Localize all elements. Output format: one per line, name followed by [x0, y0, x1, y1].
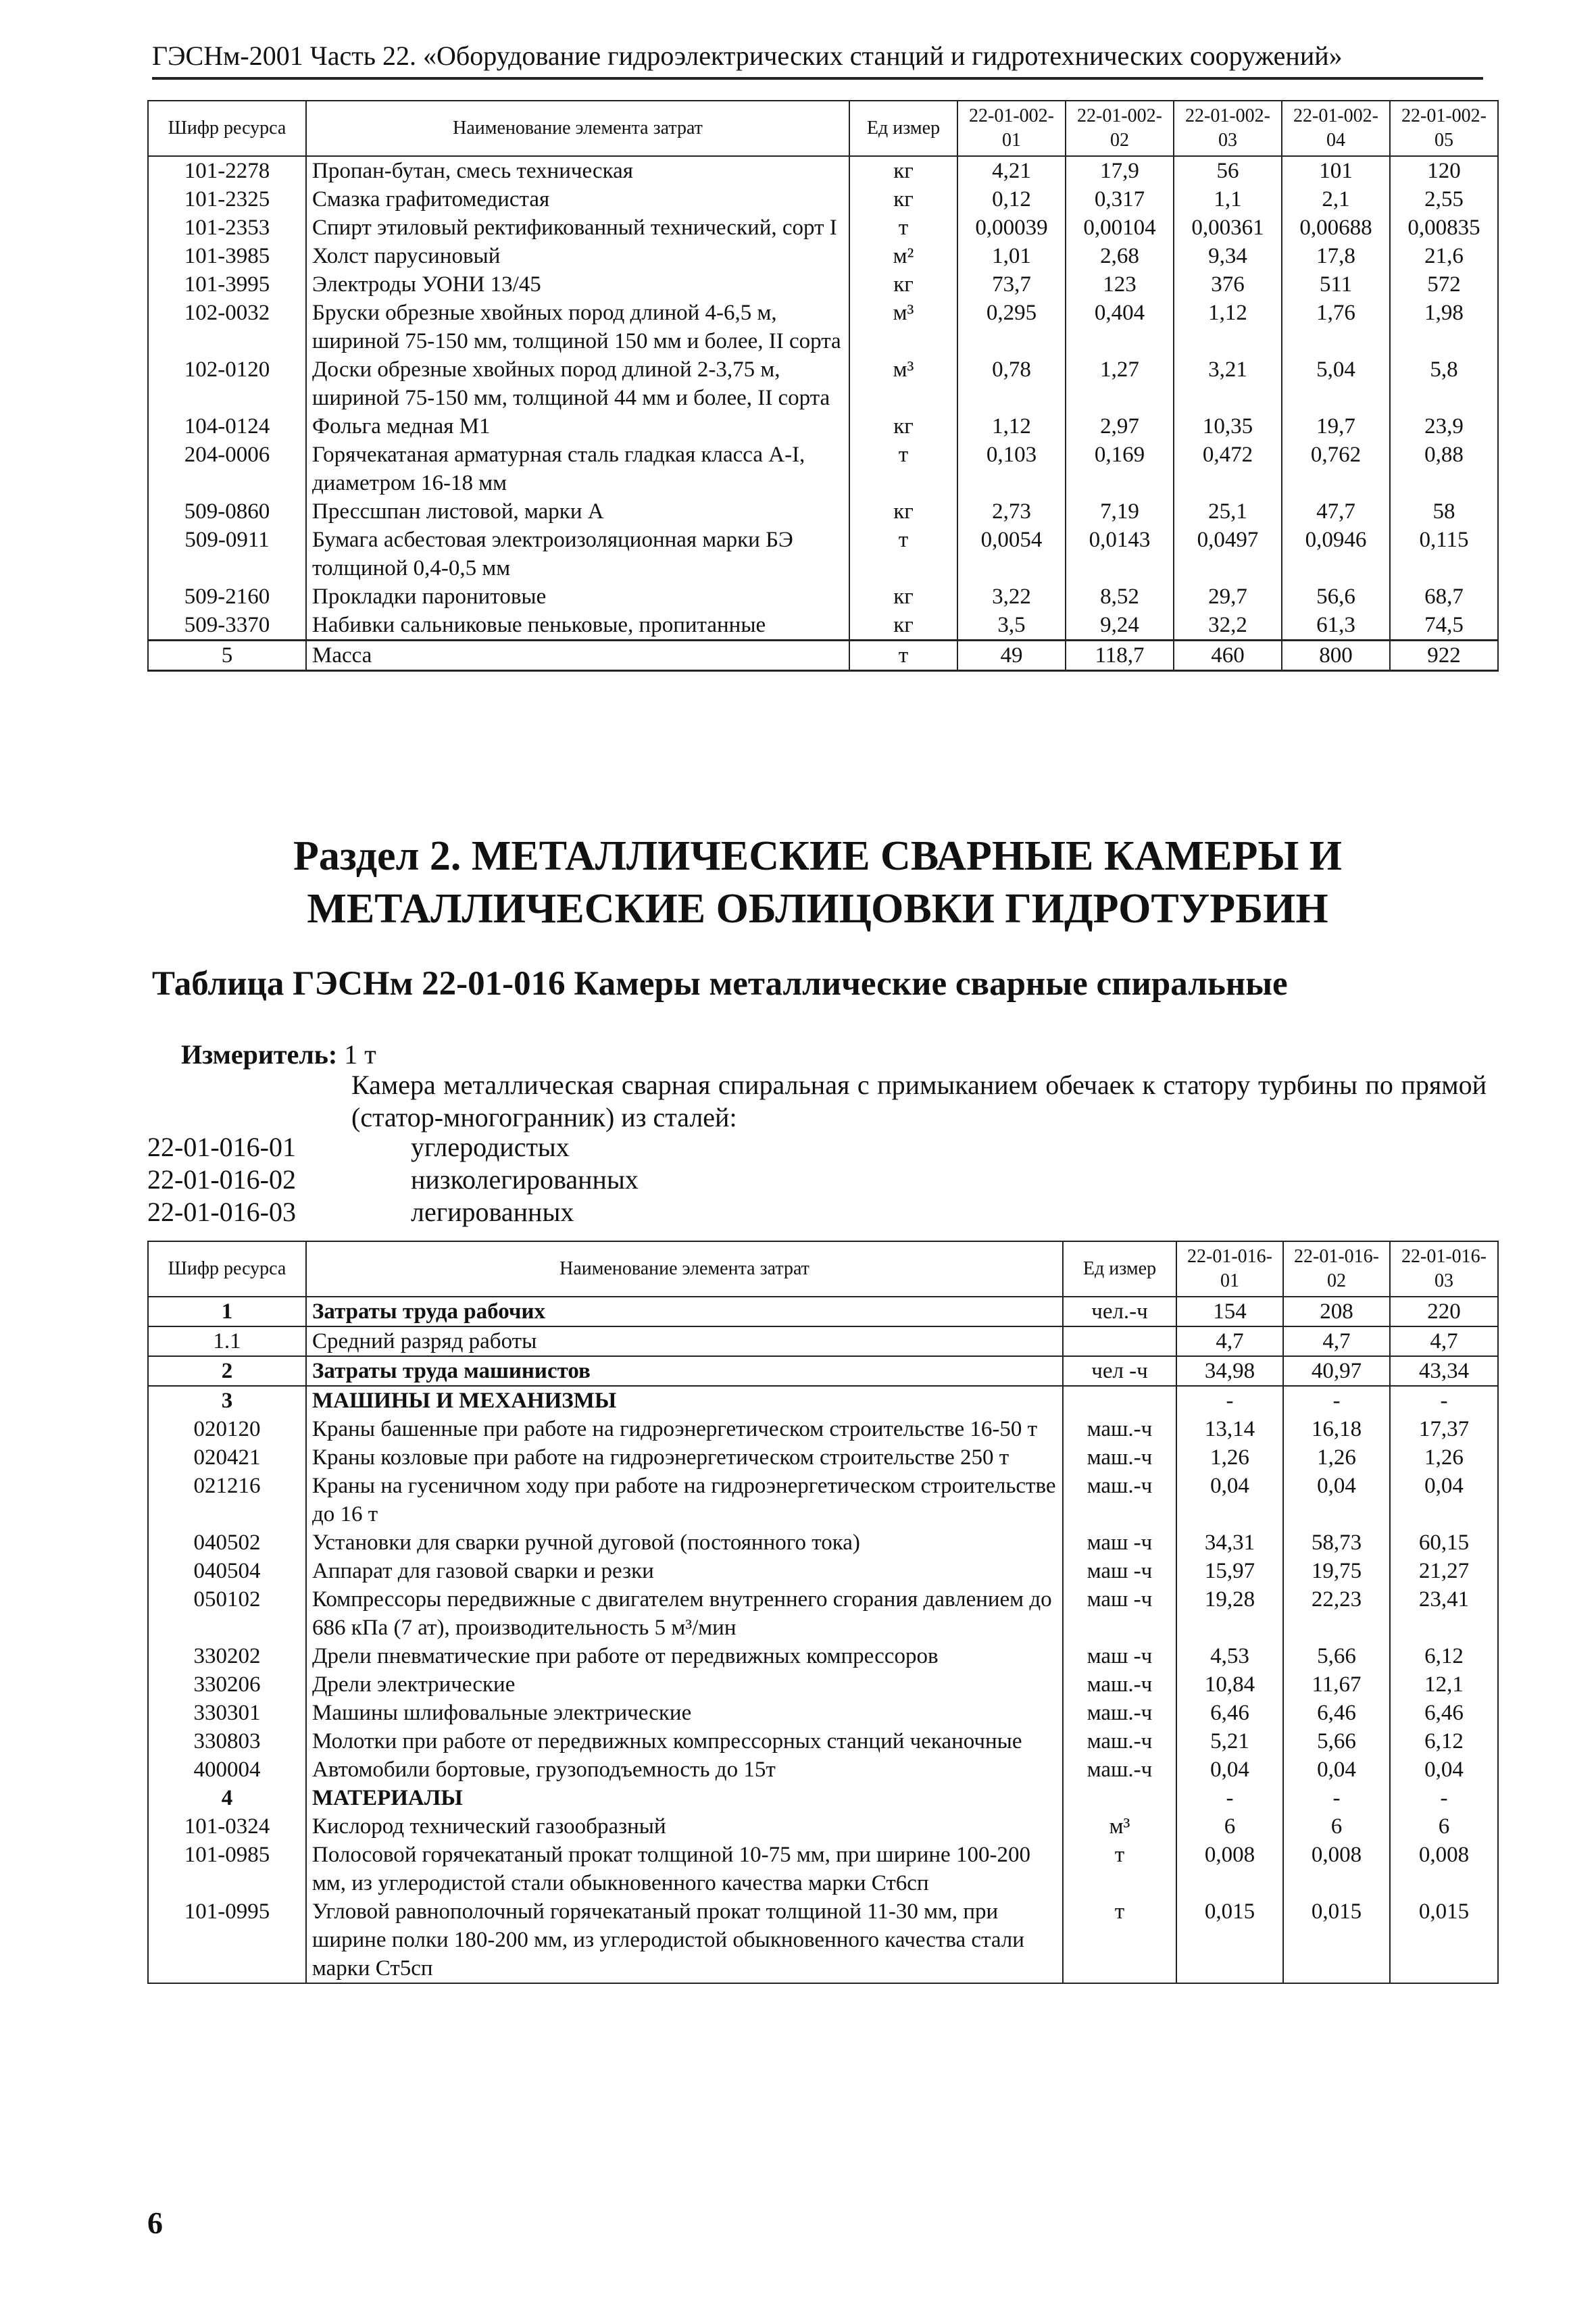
resource-name-cell: Спирт этиловый ректификованный технический, сорт I: [306, 214, 849, 242]
variant-code: 22-01-016-03: [147, 1197, 296, 1227]
unit-cell: [1063, 1386, 1176, 1415]
value-cell: 3,21: [1174, 355, 1282, 412]
value-cell: 6: [1176, 1812, 1283, 1841]
value-cell: 0,00688: [1282, 214, 1390, 242]
unit-cell: маш.-ч: [1063, 1756, 1176, 1784]
resource-code-cell: 102-0120: [148, 355, 306, 412]
value-cell: 10,84: [1176, 1670, 1283, 1699]
unit-cell: т: [849, 526, 957, 582]
value-cell: -: [1283, 1386, 1390, 1415]
resource-name-cell: Дрели пневматические при работе от передвижных компрессоров: [306, 1642, 1063, 1670]
value-cell: 0,169: [1066, 441, 1174, 497]
resource-code-cell: 020120: [148, 1415, 306, 1443]
resource-code-cell: 2: [148, 1356, 306, 1386]
resource-name-cell: Пропан-бутан, смесь техническая: [306, 156, 849, 185]
unit-cell: маш.-ч: [1063, 1472, 1176, 1528]
section-title: [152, 830, 1483, 935]
value-cell: 40,97: [1283, 1356, 1390, 1386]
table-row: [148, 242, 1498, 270]
column-header: Ед измер: [1063, 1241, 1176, 1297]
value-cell: 6,46: [1390, 1699, 1498, 1727]
value-cell: 154: [1176, 1297, 1283, 1326]
column-header: 22-01-002-01: [957, 101, 1066, 156]
unit-cell: маш.-ч: [1063, 1443, 1176, 1472]
value-cell: 0,015: [1176, 1897, 1283, 1983]
resource-name-cell: Затраты труда рабочих: [306, 1297, 1063, 1326]
table-row: [148, 185, 1498, 214]
value-cell: 0,04: [1390, 1756, 1498, 1784]
table-row: [148, 1699, 1498, 1727]
resource-code-cell: 020421: [148, 1443, 306, 1472]
value-cell: 60,15: [1390, 1528, 1498, 1557]
value-cell: 49: [957, 641, 1066, 671]
table-row: [148, 1670, 1498, 1699]
unit-cell: т: [1063, 1897, 1176, 1983]
value-cell: 17,37: [1390, 1415, 1498, 1443]
resource-name-cell: Молотки при работе от передвижных компрессорных станций чеканочные: [306, 1727, 1063, 1756]
column-header: Шифр ресурса: [148, 101, 306, 156]
unit-cell: кг: [849, 611, 957, 641]
value-cell: 0,00835: [1390, 214, 1498, 242]
column-header: 22-01-002-05: [1390, 101, 1498, 156]
value-cell: 13,14: [1176, 1415, 1283, 1443]
column-header: 22-01-016-02: [1283, 1241, 1390, 1297]
resource-code-cell: 101-0324: [148, 1812, 306, 1841]
table-title: Таблица ГЭСНм 22-01-016 Камеры металлические сварные спиральные: [152, 965, 1288, 1003]
table-row: [148, 1297, 1498, 1326]
value-cell: 6,46: [1176, 1699, 1283, 1727]
variant-item: [147, 1164, 639, 1196]
resource-name-cell: Фольга медная М1: [306, 412, 849, 441]
column-header: 22-01-002-02: [1066, 101, 1174, 156]
unit-cell: маш.-ч: [1063, 1699, 1176, 1727]
value-cell: 21,27: [1390, 1557, 1498, 1585]
resource-code-cell: 102-0032: [148, 299, 306, 355]
unit-cell: маш -ч: [1063, 1642, 1176, 1670]
variant-item: [147, 1131, 639, 1164]
resource-code-cell: 330301: [148, 1699, 306, 1727]
value-cell: 9,24: [1066, 611, 1174, 641]
resource-code-cell: 330202: [148, 1642, 306, 1670]
value-cell: 5,8: [1390, 355, 1498, 412]
resource-name-cell: Бумага асбестовая электроизоляционная марки БЭ толщиной 0,4-0,5 мм: [306, 526, 849, 582]
table-row: [148, 441, 1498, 497]
value-cell: 0,762: [1282, 441, 1390, 497]
column-header: 22-01-002-04: [1282, 101, 1390, 156]
resource-name-cell: Электроды УОНИ 13/45: [306, 270, 849, 299]
resource-code-cell: 040504: [148, 1557, 306, 1585]
value-cell: 5,66: [1283, 1727, 1390, 1756]
value-cell: 4,7: [1176, 1326, 1283, 1356]
unit-cell: чел -ч: [1063, 1356, 1176, 1386]
value-cell: -: [1176, 1386, 1283, 1415]
value-cell: 68,7: [1390, 582, 1498, 611]
resource-name-cell: Горячекатаная арматурная сталь гладкая класса А-I, диаметром 16-18 мм: [306, 441, 849, 497]
value-cell: 58,73: [1283, 1528, 1390, 1557]
value-cell: 4,53: [1176, 1642, 1283, 1670]
column-header: 22-01-016-01: [1176, 1241, 1283, 1297]
resource-code-cell: 5: [148, 641, 306, 671]
value-cell: 572: [1390, 270, 1498, 299]
value-cell: 43,34: [1390, 1356, 1498, 1386]
table-row: [148, 1642, 1498, 1670]
resource-name-cell: Аппарат для газовой сварки и резки: [306, 1557, 1063, 1585]
variant-label: низколегированных: [411, 1164, 639, 1195]
value-cell: 3,5: [957, 611, 1066, 641]
value-cell: 120: [1390, 156, 1498, 185]
resource-name-cell: Автомобили бортовые, грузоподъемность до 15т: [306, 1756, 1063, 1784]
resource-name-cell: Установки для сварки ручной дуговой (постоянного тока): [306, 1528, 1063, 1557]
table-row: [148, 1472, 1498, 1528]
value-cell: 5,66: [1283, 1642, 1390, 1670]
resource-code-cell: 101-0985: [148, 1841, 306, 1897]
resource-name-cell: Краны башенные при работе на гидроэнергетическом строительстве 16-50 т: [306, 1415, 1063, 1443]
resource-code-cell: 101-0995: [148, 1897, 306, 1983]
unit-cell: маш.-ч: [1063, 1727, 1176, 1756]
table-row: [148, 1784, 1498, 1812]
variant-code: 22-01-016-02: [147, 1164, 296, 1195]
value-cell: 4,21: [957, 156, 1066, 185]
variant-code: 22-01-016-01: [147, 1132, 296, 1162]
value-cell: 6: [1283, 1812, 1390, 1841]
section-title-line: Раздел 2. МЕТАЛЛИЧЕСКИЕ СВАРНЫЕ КАМЕРЫ И: [293, 833, 1342, 879]
value-cell: 0,472: [1174, 441, 1282, 497]
value-cell: 9,34: [1174, 242, 1282, 270]
value-cell: 10,35: [1174, 412, 1282, 441]
value-cell: 47,7: [1282, 497, 1390, 526]
column-header: Наименование элемента затрат: [306, 1241, 1063, 1297]
resource-code-cell: 101-2353: [148, 214, 306, 242]
value-cell: 74,5: [1390, 611, 1498, 641]
resource-name-cell: Доски обрезные хвойных пород длиной 2-3,75 м, шириной 75-150 мм, толщиной 44 мм и более, II сорта: [306, 355, 849, 412]
value-cell: 0,115: [1390, 526, 1498, 582]
resource-code-cell: 101-2278: [148, 156, 306, 185]
value-cell: 0,404: [1066, 299, 1174, 355]
resource-code-cell: 040502: [148, 1528, 306, 1557]
value-cell: 4,7: [1390, 1326, 1498, 1356]
resource-code-cell: 101-2325: [148, 185, 306, 214]
resource-name-cell: Средний разряд работы: [306, 1326, 1063, 1356]
value-cell: 23,41: [1390, 1585, 1498, 1642]
value-cell: 6: [1390, 1812, 1498, 1841]
resource-code-cell: 101-3985: [148, 242, 306, 270]
table-row: [148, 1326, 1498, 1356]
value-cell: 0,008: [1390, 1841, 1498, 1897]
table-row: [148, 1585, 1498, 1642]
value-cell: 1,12: [1174, 299, 1282, 355]
resource-name-cell: Холст парусиновый: [306, 242, 849, 270]
value-cell: 0,0054: [957, 526, 1066, 582]
unit-cell: чел.-ч: [1063, 1297, 1176, 1326]
value-cell: 0,008: [1176, 1841, 1283, 1897]
value-cell: 19,7: [1282, 412, 1390, 441]
value-cell: 511: [1282, 270, 1390, 299]
value-cell: -: [1390, 1386, 1498, 1415]
value-cell: 460: [1174, 641, 1282, 671]
value-cell: 19,28: [1176, 1585, 1283, 1642]
value-cell: 1,76: [1282, 299, 1390, 355]
table-row: [148, 1415, 1498, 1443]
value-cell: 73,7: [957, 270, 1066, 299]
resource-name-cell: Краны на гусеничном ходу при работе на гидроэнергетическом строительстве до 16 т: [306, 1472, 1063, 1528]
resource-name-cell: Затраты труда машинистов: [306, 1356, 1063, 1386]
resource-name-cell: МАШИНЫ И МЕХАНИЗМЫ: [306, 1386, 1063, 1415]
unit-cell: т: [849, 441, 957, 497]
value-cell: 0,12: [957, 185, 1066, 214]
value-cell: 6,12: [1390, 1642, 1498, 1670]
resource-code-cell: 1.1: [148, 1326, 306, 1356]
value-cell: 376: [1174, 270, 1282, 299]
value-cell: 800: [1282, 641, 1390, 671]
value-cell: 0,04: [1176, 1756, 1283, 1784]
value-cell: 1,01: [957, 242, 1066, 270]
unit-cell: кг: [849, 412, 957, 441]
value-cell: 4,7: [1283, 1326, 1390, 1356]
resource-code-cell: 509-0860: [148, 497, 306, 526]
resource-table-2: [147, 1241, 1499, 1984]
value-cell: 22,23: [1283, 1585, 1390, 1642]
value-cell: 0,04: [1283, 1756, 1390, 1784]
value-cell: 12,1: [1390, 1670, 1498, 1699]
value-cell: 1,27: [1066, 355, 1174, 412]
table-row: [148, 582, 1498, 611]
resource-name-cell: Краны козловые при работе на гидроэнергетическом строительстве 250 т: [306, 1443, 1063, 1472]
table-row: [148, 1557, 1498, 1585]
value-cell: 0,317: [1066, 185, 1174, 214]
resource-name-cell: Прокладки паронитовые: [306, 582, 849, 611]
page-header: ГЭСНм-2001 Часть 22. «Оборудование гидроэлектрических станций и гидротехнических сооружений»: [152, 39, 1483, 80]
value-cell: 19,75: [1283, 1557, 1390, 1585]
resource-name-cell: Кислород технический газообразный: [306, 1812, 1063, 1841]
resource-code-cell: 050102: [148, 1585, 306, 1642]
table-row: [148, 355, 1498, 412]
value-cell: 0,015: [1390, 1897, 1498, 1983]
unit-cell: кг: [849, 582, 957, 611]
value-cell: 16,18: [1283, 1415, 1390, 1443]
unit-cell: т: [849, 641, 957, 671]
value-cell: 29,7: [1174, 582, 1282, 611]
meter-label: Измеритель:: [181, 1039, 338, 1070]
value-cell: 0,103: [957, 441, 1066, 497]
table-row: [148, 497, 1498, 526]
value-cell: 11,67: [1283, 1670, 1390, 1699]
value-cell: 34,98: [1176, 1356, 1283, 1386]
resource-name-cell: Полосовой горячекатаный прокат толщиной 10-75 мм, при ширине 100-200 мм, из углеродистой стали обыкновенного качества марки Ст6сп: [306, 1841, 1063, 1897]
value-cell: 220: [1390, 1297, 1498, 1326]
table-row: [148, 1897, 1498, 1983]
resource-code-cell: 509-3370: [148, 611, 306, 641]
value-cell: 7,19: [1066, 497, 1174, 526]
resource-name-cell: МАТЕРИАЛЫ: [306, 1784, 1063, 1812]
value-cell: 3,22: [957, 582, 1066, 611]
value-cell: 0,78: [957, 355, 1066, 412]
resource-code-cell: 021216: [148, 1472, 306, 1528]
resource-name-cell: Прессшпан листовой, марки А: [306, 497, 849, 526]
value-cell: 208: [1283, 1297, 1390, 1326]
value-cell: 0,0946: [1282, 526, 1390, 582]
variant-item: [147, 1196, 639, 1228]
table-row: [148, 156, 1498, 185]
value-cell: 34,31: [1176, 1528, 1283, 1557]
value-cell: 0,015: [1283, 1897, 1390, 1983]
unit-cell: [1063, 1784, 1176, 1812]
table-row: [148, 214, 1498, 242]
value-cell: 2,73: [957, 497, 1066, 526]
table-row: [148, 526, 1498, 582]
value-cell: 0,295: [957, 299, 1066, 355]
value-cell: 0,00361: [1174, 214, 1282, 242]
resource-code-cell: 509-2160: [148, 582, 306, 611]
resource-table-1: [147, 100, 1499, 672]
table-row: [148, 1528, 1498, 1557]
value-cell: 1,26: [1390, 1443, 1498, 1472]
value-cell: 2,1: [1282, 185, 1390, 214]
resource-code-cell: 104-0124: [148, 412, 306, 441]
table-row: [148, 299, 1498, 355]
meter-value: 1 т: [344, 1039, 376, 1070]
value-cell: 0,0143: [1066, 526, 1174, 582]
value-cell: 1,98: [1390, 299, 1498, 355]
table-row: [148, 611, 1498, 641]
resource-name-cell: Набивки сальниковые пеньковые, пропитанные: [306, 611, 849, 641]
unit-cell: маш -ч: [1063, 1557, 1176, 1585]
resource-name-cell: Машины шлифовальные электрические: [306, 1699, 1063, 1727]
unit-cell: кг: [849, 497, 957, 526]
value-cell: 56: [1174, 156, 1282, 185]
value-cell: 118,7: [1066, 641, 1174, 671]
table-row: [148, 641, 1498, 671]
value-cell: 0,04: [1390, 1472, 1498, 1528]
value-cell: 2,68: [1066, 242, 1174, 270]
resource-code-cell: 330803: [148, 1727, 306, 1756]
value-cell: 0,00104: [1066, 214, 1174, 242]
table-header-row: [148, 101, 1498, 156]
table-row: [148, 1386, 1498, 1415]
value-cell: 61,3: [1282, 611, 1390, 641]
table-row: [148, 1841, 1498, 1897]
value-cell: 8,52: [1066, 582, 1174, 611]
resource-name-cell: Компрессоры передвижные с двигателем внутреннего сгорания давлением до 686 кПа (7 ат), производительность 5 м³/мин: [306, 1585, 1063, 1642]
unit-cell: т: [849, 214, 957, 242]
column-header: Шифр ресурса: [148, 1241, 306, 1297]
value-cell: 0,04: [1283, 1472, 1390, 1528]
value-cell: 23,9: [1390, 412, 1498, 441]
unit-cell: м²: [849, 242, 957, 270]
resource-code-cell: 400004: [148, 1756, 306, 1784]
unit-cell: т: [1063, 1841, 1176, 1897]
value-cell: 32,2: [1174, 611, 1282, 641]
value-cell: 0,04: [1176, 1472, 1283, 1528]
resource-code-cell: 101-3995: [148, 270, 306, 299]
resource-name-cell: Угловой равнополочный горячекатаный прокат толщиной 11-30 мм, при ширине полки 180-200 мм, из углеродистой обыкновенного качества стали марки Ст5сп: [306, 1897, 1063, 1983]
value-cell: 5,04: [1282, 355, 1390, 412]
value-cell: 0,88: [1390, 441, 1498, 497]
column-header: Ед измер: [849, 101, 957, 156]
section-title-line: МЕТАЛЛИЧЕСКИЕ ОБЛИЦОВКИ ГИДРОТУРБИН: [307, 886, 1328, 932]
unit-cell: маш -ч: [1063, 1585, 1176, 1642]
resource-code-cell: 204-0006: [148, 441, 306, 497]
table-row: [148, 1727, 1498, 1756]
value-cell: 17,9: [1066, 156, 1174, 185]
value-cell: -: [1176, 1784, 1283, 1812]
unit-cell: кг: [849, 270, 957, 299]
unit-cell: м³: [1063, 1812, 1176, 1841]
resource-code-cell: 4: [148, 1784, 306, 1812]
value-cell: 21,6: [1390, 242, 1498, 270]
resource-name-cell: Смазка графитомедистая: [306, 185, 849, 214]
value-cell: 922: [1390, 641, 1498, 671]
meter-line: [181, 1038, 376, 1072]
value-cell: 1,12: [957, 412, 1066, 441]
unit-cell: маш.-ч: [1063, 1415, 1176, 1443]
resource-name-cell: Бруски обрезные хвойных пород длиной 4-6,5 м, шириной 75-150 мм, толщиной 150 мм и более, II сорта: [306, 299, 849, 355]
resource-code-cell: 509-0911: [148, 526, 306, 582]
value-cell: 6,46: [1283, 1699, 1390, 1727]
resource-code-cell: 3: [148, 1386, 306, 1415]
unit-cell: маш -ч: [1063, 1528, 1176, 1557]
value-cell: 2,55: [1390, 185, 1498, 214]
unit-cell: [1063, 1326, 1176, 1356]
value-cell: 0,00039: [957, 214, 1066, 242]
value-cell: -: [1390, 1784, 1498, 1812]
value-cell: 101: [1282, 156, 1390, 185]
value-cell: 56,6: [1282, 582, 1390, 611]
value-cell: 123: [1066, 270, 1174, 299]
table-row: [148, 1356, 1498, 1386]
value-cell: 5,21: [1176, 1727, 1283, 1756]
resource-name-cell: Масса: [306, 641, 849, 671]
value-cell: 6,12: [1390, 1727, 1498, 1756]
resource-code-cell: 330206: [148, 1670, 306, 1699]
resource-code-cell: 1: [148, 1297, 306, 1326]
value-cell: 1,1: [1174, 185, 1282, 214]
resource-name-cell: Дрели электрические: [306, 1670, 1063, 1699]
table-row: [148, 412, 1498, 441]
unit-cell: маш.-ч: [1063, 1670, 1176, 1699]
variant-list: [147, 1131, 639, 1228]
table-header-row: [148, 1241, 1498, 1297]
value-cell: 15,97: [1176, 1557, 1283, 1585]
unit-cell: м³: [849, 355, 957, 412]
value-cell: 0,008: [1283, 1841, 1390, 1897]
table-row: [148, 1812, 1498, 1841]
unit-cell: кг: [849, 185, 957, 214]
variant-label: углеродистых: [411, 1132, 570, 1162]
table-description: Камера металлическая сварная спиральная с примыканием обечаек к статору турбины по прямой (статор-многогранник) из сталей:: [351, 1070, 1487, 1132]
table-row: [148, 1443, 1498, 1472]
value-cell: 1,26: [1176, 1443, 1283, 1472]
value-cell: 0,0497: [1174, 526, 1282, 582]
table-row: [148, 270, 1498, 299]
value-cell: 58: [1390, 497, 1498, 526]
table-row: [148, 1756, 1498, 1784]
variant-label: легированных: [411, 1197, 574, 1227]
column-header: 22-01-016-03: [1390, 1241, 1498, 1297]
unit-cell: кг: [849, 156, 957, 185]
column-header: 22-01-002-03: [1174, 101, 1282, 156]
unit-cell: м³: [849, 299, 957, 355]
value-cell: 25,1: [1174, 497, 1282, 526]
value-cell: 17,8: [1282, 242, 1390, 270]
column-header: Наименование элемента затрат: [306, 101, 849, 156]
value-cell: 2,97: [1066, 412, 1174, 441]
value-cell: -: [1283, 1784, 1390, 1812]
value-cell: 1,26: [1283, 1443, 1390, 1472]
page-number: 6: [147, 2206, 163, 2240]
